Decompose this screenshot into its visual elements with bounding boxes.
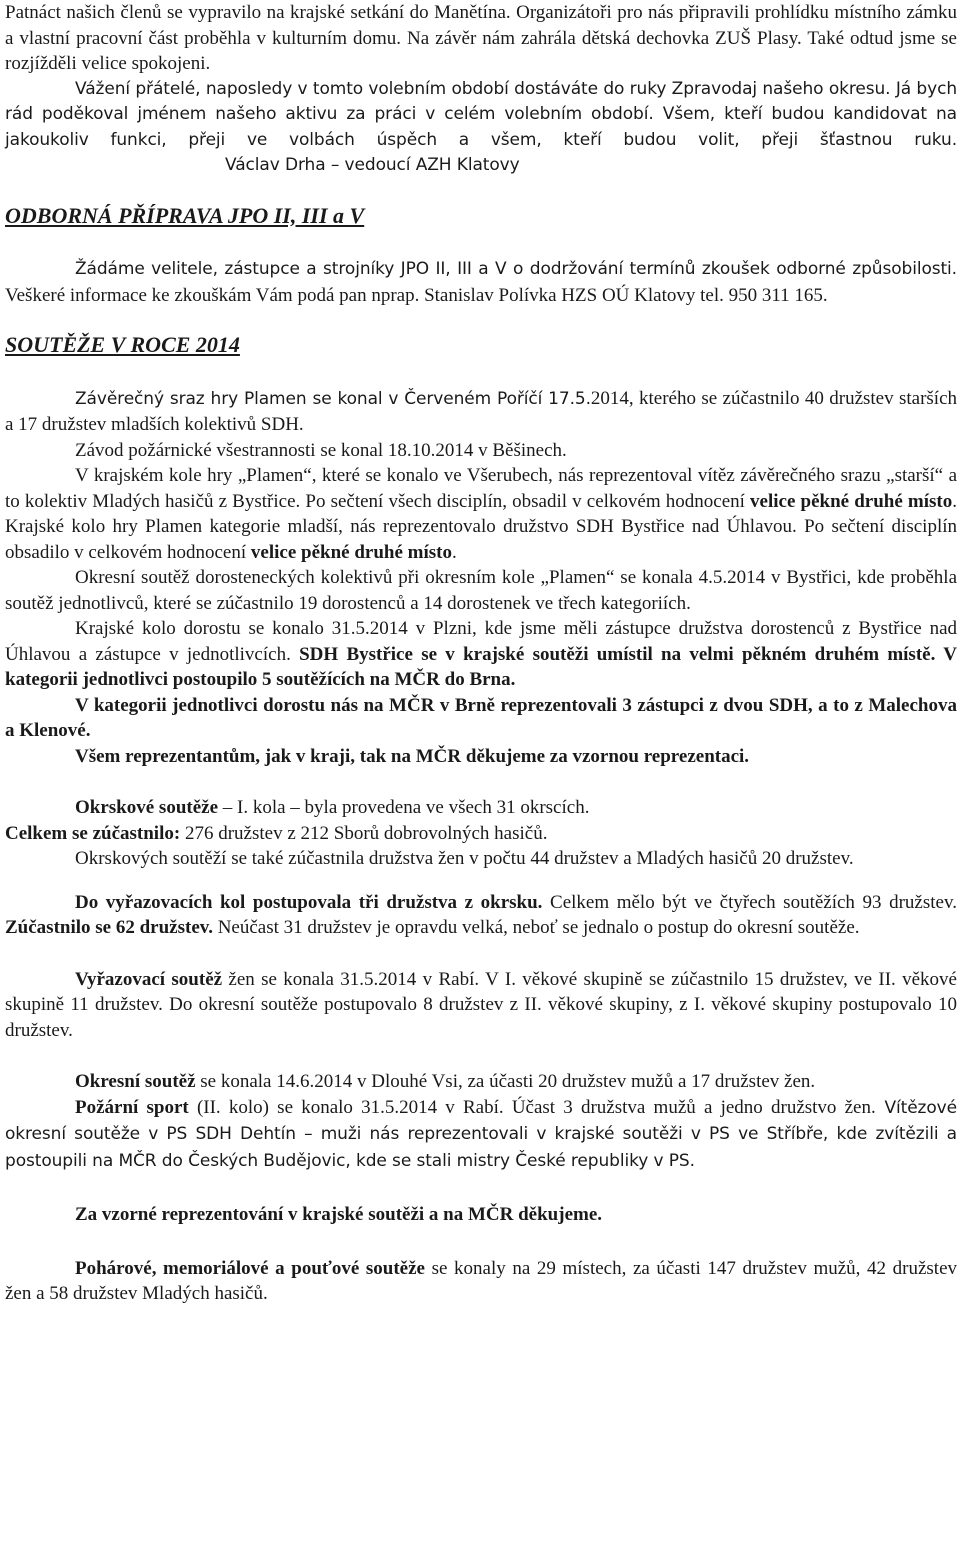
- women-elimination-paragraph: [5, 967, 957, 1044]
- fire-sport-winners-text: Vítězové okresní soutěže v PS SDH Dehtín – muži nás reprezentovali v krajské soutěži v PS ve Stříbře, kde zvítězili a postoupili na MČR do Českých Budějovic, kde se stali mistry České republiky v PS.: [5, 1097, 958, 1171]
- plamen-final-paragraph: [5, 386, 957, 438]
- fire-sport-paragraph: [5, 1095, 957, 1175]
- section1-info-text: Veškeré informace ke zkouškám Vám podá pan nprap. Stanislav Polívka HZS OÚ Klatovy tel. 950 311 165.: [5, 284, 828, 306]
- plamen-regional-bold-1: velice pěkné druhé místo: [750, 490, 953, 512]
- section1-request-text: Žádáme velitele, zástupce a strojníky JPO II, III a V o dodržování termínů zkoušek odborné způsobilosti.: [75, 259, 957, 279]
- plamen-regional-text-1: V krajském kole hry „Plamen“, které se konalo ve Všerubech, nás reprezentoval vítěz závěrečného srazu „starší“ a to kolektiv Mladých hasičů z Bystřice. Po sečtení všech disciplín, obsadil v celkovém hodnocení: [5, 465, 957, 512]
- thanks-regional-bold: Za vzorné reprezentování v krajské soutěži a na MČR děkujeme.: [75, 1204, 603, 1225]
- total-participation-paragraph: [5, 821, 957, 847]
- signature-line: Václav Drha – vedoucí AZH Klatovy: [225, 155, 520, 175]
- women-elimination-text: žen se konala 31.5.2014 v Rabí. V I. věkové skupině se zúčastnilo 15 družstev, ve II. věkové skupině 11 družstev. Do okresní soutěže postupovalo 8 družstev z II. věkové skupiny, z I. věkové skupiny postupovalo 10 družstev.: [5, 968, 957, 1041]
- section-heading-odborna-priprava: ODBORNÁ PŘÍPRAVA JPO II, III a V: [5, 202, 365, 228]
- mcr-individuals-paragraph: [5, 693, 957, 744]
- okrsek-competitions-bold: Okrskové soutěže: [75, 797, 219, 818]
- dorost-district-paragraph: Okresní soutěž dorosteneckých kolektivů při okresním kole „Plamen“ se konala 4.5.2014 v Bystřici, kde proběhla soutěž jednotlivců, které se zúčastnilo 19 dorostenců a 14 dorostenek ve třech kategoriích.: [5, 567, 957, 614]
- total-participation-text: 276 družstev z 212 Sborů dobrovolných hasičů.: [180, 822, 548, 844]
- elimination-rounds-text-1: Celkem mělo být ve čtyřech soutěžích 93 družstev.: [542, 891, 957, 913]
- section1-paragraph: [5, 256, 957, 308]
- zpv-paragraph: Závod požárnické všestrannosti se konal 18.10.2014 v Běšinech.: [75, 439, 567, 461]
- district-competition-text: se konala 14.6.2014 v Dlouhé Vsi, za účasti 20 družstev mužů a 17 družstev žen.: [195, 1071, 816, 1092]
- plamen-regional-bold-2: velice pěkné druhé místo: [250, 541, 452, 563]
- dorost-regional-text: Krajské kolo dorostu se konalo 31.5.2014 v Plzni, kde jsme měli zástupce družstva dorostenců z Bystřice nad Úhlavou a zástupce v jednotlivcích.: [5, 618, 957, 665]
- thanks-representatives-bold: Všem reprezentantům, jak v kraji, tak na MČR děkujeme za vzornou reprezentaci.: [75, 745, 750, 767]
- thanks-regional-paragraph: [5, 1202, 957, 1228]
- intro-paragraph-2-text: Vážení přátelé, naposledy v tomto volebním období dostáváte do ruky Zpravodaj našeho okresu. Já bych rád poděkoval jménem našeho aktivu za práci v celém volebním období. Všem, kteří budou kandidovat na jakoukoliv funkci, přeji ve volbách úspěch a všem, kteří budou volit, přeji šťastnou ruku.: [5, 78, 957, 150]
- fire-sport-text: (II. kolo) se konalo 31.5.2014 v Rabí. Účast 3 družstva mužů a jedno družstvo žen.: [188, 1096, 876, 1118]
- cup-competitions-paragraph: [5, 1256, 957, 1307]
- elimination-rounds-text-2: Neúčast 31 družstev je opravdu velká, neboť se jednalo o postup do okresní soutěže.: [212, 917, 860, 938]
- thanks-representatives-paragraph: [5, 744, 957, 770]
- elimination-rounds-paragraph: [5, 890, 957, 941]
- plamen-final-text-a: Závěrečný sraz hry Plamen se konal v Červeném Poříčí 17.5.: [75, 388, 591, 409]
- elimination-rounds-bold-2: Zúčastnilo se 62 družstev.: [5, 917, 213, 938]
- elimination-rounds-bold-1: Do vyřazovacích kol postupovala tři družstva z okrsku.: [75, 891, 543, 913]
- okrsek-competitions-text: – I. kola – byla provedena ve všech 31 okrscích.: [218, 797, 590, 818]
- district-competition-bold: Okresní soutěž: [75, 1071, 196, 1092]
- cup-competitions-text: se konaly na 29 místech, za účasti 147 družstev mužů, 42 družstev žen a 58 družstev Mladých hasičů.: [5, 1257, 958, 1304]
- mcr-individuals-bold: V kategorii jednotlivci dorostu nás na MČR v Brně reprezentovali 3 zástupci z dvou SDH, a to z Malechova a Klenové.: [5, 694, 957, 741]
- plamen-regional-text-3: .: [451, 541, 457, 563]
- dorost-regional-paragraph: [5, 616, 957, 693]
- cup-competitions-bold: Pohárové, memoriálové a pouťové soutěže: [75, 1257, 425, 1279]
- district-competition-paragraph: [5, 1069, 957, 1095]
- intro-paragraph-1: Patnáct našich členů se vypravilo na krajské setkání do Manětína. Organizátoři pro nás připravili prohlídku místního zámku a vlastní pracovní část proběhla v kulturním domu. Na závěr nám zahrála dětská dechovka ZUŠ Plasy. Také odtud jsme se rozjížděli velice spokojeni.: [5, 2, 957, 74]
- plamen-regional-paragraph: [5, 463, 957, 565]
- intro-paragraph-2: [5, 77, 957, 179]
- okrsek-competitions-paragraph: [5, 795, 957, 821]
- okrsek-women-youth-paragraph: Okrskových soutěží se také zúčastnila družstva žen v počtu 44 družstev a Mladých hasičů 20 družstev.: [75, 848, 854, 869]
- plamen-final-text-b: 2014, kterého se zúčastnilo 40 družstev starších a 17 družstev mladších kolektivů SDH.: [5, 387, 958, 435]
- fire-sport-bold: Požární sport: [75, 1096, 189, 1118]
- plamen-regional-text-2: . Krajské kolo hry Plamen kategorie mladší, nás reprezentovalo družstvo SDH Bystřice nad Úhlavou. Po sečtení disciplín obsadilo v celkovém hodnocení: [5, 490, 957, 563]
- total-participation-bold: Celkem se zúčastnilo:: [5, 822, 181, 844]
- women-elimination-bold: Vyřazovací soutěž: [75, 968, 223, 990]
- dorost-regional-bold: SDH Bystřice se v krajské soutěži umístil na velmi pěkném druhém místě. V kategorii jednotlivci postoupilo 5 soutěžících na MČR do Brna.: [5, 643, 957, 690]
- section-heading-souteze: SOUTĚŽE V ROCE 2014: [5, 332, 240, 357]
